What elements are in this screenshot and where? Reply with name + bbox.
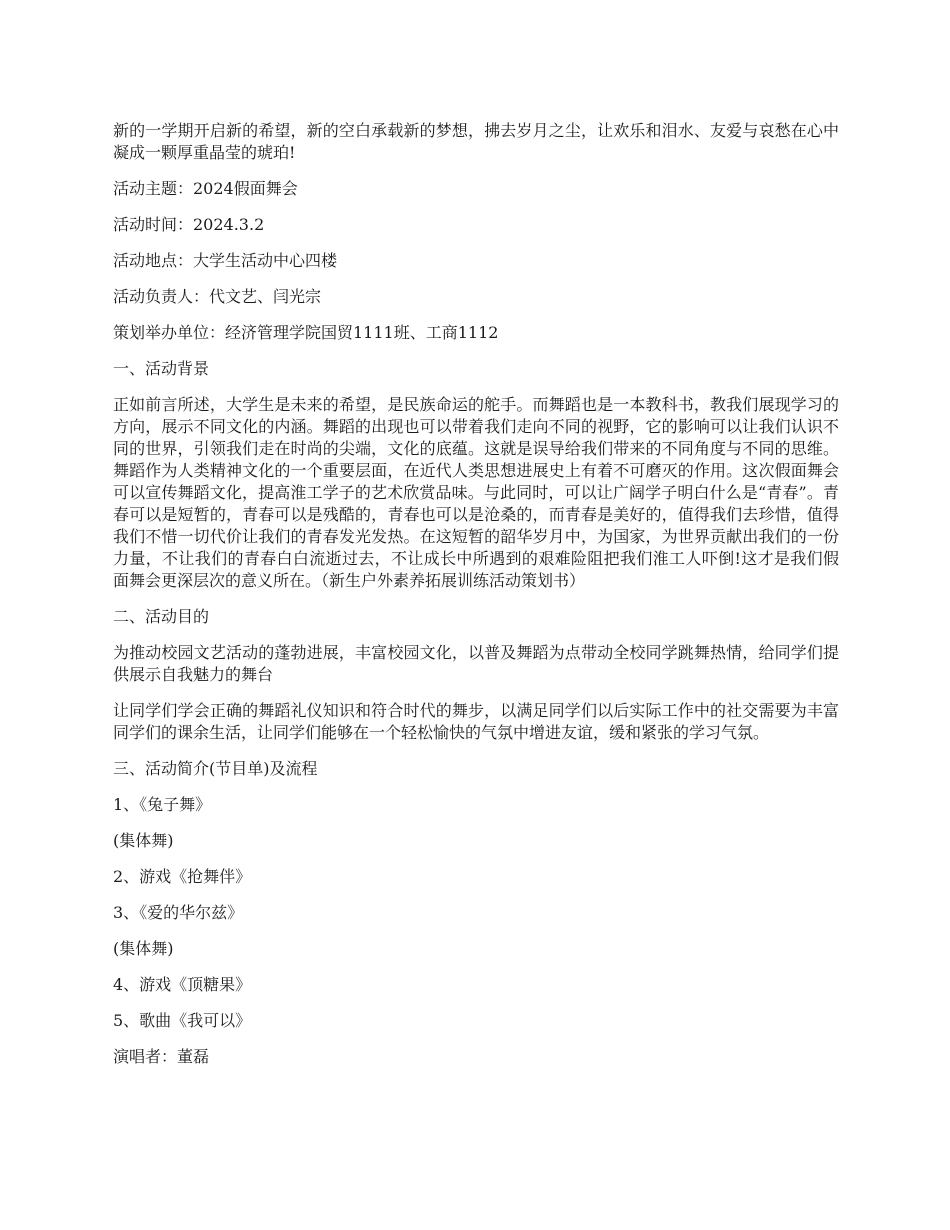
activity-leaders: 活动负责人：代文艺、闫光宗 <box>113 287 322 306</box>
program-item: 4、游戏《顶糖果》 <box>113 975 252 994</box>
section-heading-purpose: 二、活动目的 <box>113 607 210 626</box>
background-paragraph: 正如前言所述，大学生是未来的希望，是民族命运的舵手。而舞蹈也是一本教科书，教我们展现学习的方向，展示不同文化的内涵。舞蹈的出现也可以带着我们走向不同的视野，它的影响可以让我们认识不同的世界，引领我们走在时尚的尖端，文化的底蕴。这就是误导给我们带来的不同角度与不同的思维。舞蹈作为人类精神文化的一个重要层面，在近代人类思想进展史上有着不可磨灭的作用。这次假面舞会可以宣传舞蹈文化，提高淮工学子的艺术欣赏品味。与此同时，可以让广阔学子明白什么是“青春”。青春可以是短暂的，青春可以是残酷的，青春也可以是沧桑的，而青春是美好的，值得我们去珍惜，值得我们不惜一切代价让我们的青春发光发热。在这短暂的韶华岁月中，为国家，为世界贡献出我们的一份力量，不让我们的青春白白流逝过去，不让成长中所遇到的艰难险阻把我们淮工人吓倒!这才是我们假面舞会更深层次的意义所在。（新生户外素养拓展训练活动策划书） <box>113 395 839 590</box>
activity-theme: 活动主题：2024假面舞会 <box>113 179 298 198</box>
purpose-paragraph-1: 为推动校园文艺活动的蓬勃进展，丰富校园文化，以普及舞蹈为点带动全校同学跳舞热情，给同学们提供展示自我魅力的舞台 <box>113 643 839 684</box>
program-singer: 演唱者：董磊 <box>113 1047 210 1066</box>
program-item: (集体舞) <box>113 939 174 958</box>
document-page <box>113 120 839 1082</box>
intro-paragraph: 新的一学期开启新的希望，新的空白承载新的梦想，拂去岁月之尘，让欢乐和泪水、友爱与哀愁在心中凝成一颗厚重晶莹的琥珀! <box>113 121 839 162</box>
section-heading-background: 一、活动背景 <box>113 359 210 378</box>
activity-organizer: 策划举办单位：经济管理学院国贸1111班、工商1112 <box>113 323 499 342</box>
section-heading-program: 三、活动简介(节目单)及流程 <box>113 759 318 778</box>
purpose-paragraph-2: 让同学们学会正确的舞蹈礼仪知识和符合时代的舞步，以满足同学们以后实际工作中的社交需要为丰富同学们的课余生活，让同学们能够在一个轻松愉快的气氛中增进友谊，缓和紧张的学习气氛。 <box>113 701 839 742</box>
program-item: 2、游戏《抢舞伴》 <box>113 867 252 886</box>
program-item: 1、《兔子舞》 <box>113 795 212 814</box>
activity-place: 活动地点：大学生活动中心四楼 <box>113 251 338 270</box>
activity-time: 活动时间：2024.3.2 <box>113 215 265 234</box>
program-item: 3、《爱的华尔兹》 <box>113 903 244 922</box>
program-item: (集体舞) <box>113 831 174 850</box>
program-item: 5、歌曲《我可以》 <box>113 1011 252 1030</box>
